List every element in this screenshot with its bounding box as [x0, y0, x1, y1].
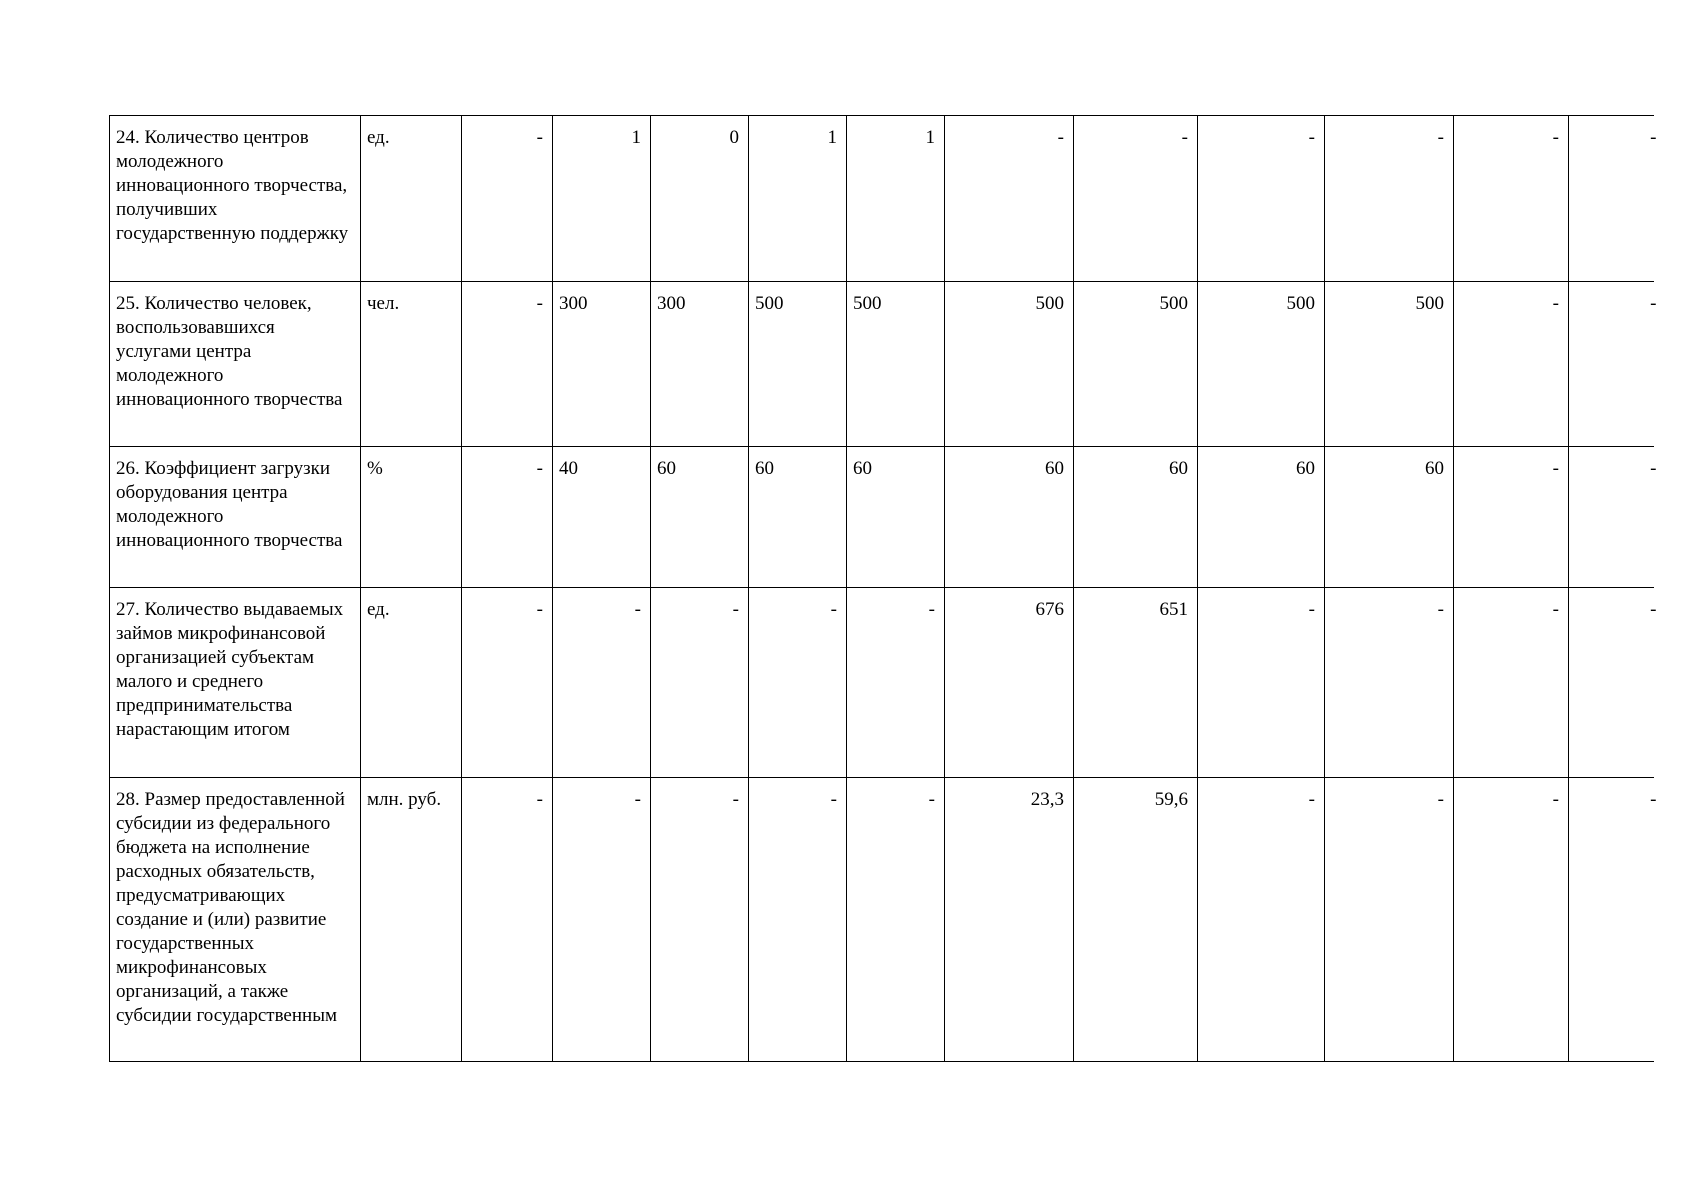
value-cell: - [1454, 447, 1569, 588]
unit-cell: % [361, 447, 462, 588]
value-cell: - [1454, 588, 1569, 778]
value-cell: - [462, 588, 553, 778]
value-cell: 59,6 [1074, 778, 1198, 1062]
unit-cell: ед. [361, 116, 462, 282]
table-row [110, 778, 1654, 1062]
value-cell: - [1325, 116, 1454, 282]
value-cell: 300 [651, 282, 749, 447]
value-text: - [1650, 127, 1657, 148]
value-cell: - [553, 588, 651, 778]
value-cell: 300 [553, 282, 651, 447]
value-cell [1569, 778, 1657, 1062]
value-text: - [1650, 458, 1657, 479]
value-cell: - [1198, 588, 1325, 778]
value-cell: - [1325, 778, 1454, 1062]
value-cell: 1 [749, 116, 847, 282]
value-cell: 60 [847, 447, 945, 588]
value-cell: 0 [651, 116, 749, 282]
indicator-name-cell [110, 447, 361, 588]
value-cell: - [1454, 282, 1569, 447]
table-row [110, 116, 1654, 282]
unit-cell: млн. руб. [361, 778, 462, 1062]
value-cell: - [1454, 778, 1569, 1062]
value-cell: - [945, 116, 1074, 282]
value-text: - [1650, 789, 1657, 810]
value-cell: - [749, 778, 847, 1062]
value-cell: - [462, 116, 553, 282]
value-cell: - [462, 447, 553, 588]
value-cell: 500 [1198, 282, 1325, 447]
value-cell: 500 [749, 282, 847, 447]
table-row [110, 447, 1654, 588]
indicators-table [109, 115, 1657, 1062]
value-cell: 23,3 [945, 778, 1074, 1062]
value-cell: - [1198, 116, 1325, 282]
value-cell: - [1074, 116, 1198, 282]
value-cell: - [847, 588, 945, 778]
value-cell: 40 [553, 447, 651, 588]
indicator-name-cell [110, 282, 361, 447]
value-cell: - [651, 778, 749, 1062]
unit-cell: ед. [361, 588, 462, 778]
indicator-name: 25. Количество человек, воспользовавшихся услугами центра молодежного инновационного творчества [116, 293, 343, 410]
value-cell: 500 [847, 282, 945, 447]
indicator-name: 28. Размер предоставленной субсидии из федерального бюджета на исполнение расходных обязательств, предусматривающих создание и (или) развитие государственных микрофинансовых организаций, а также субсидии государственным [116, 789, 345, 1026]
indicator-name: 24. Количество центров молодежного инновационного творчества, получивших государственную поддержку [116, 127, 349, 244]
value-cell: 60 [1198, 447, 1325, 588]
value-cell: - [462, 778, 553, 1062]
value-cell [1569, 282, 1657, 447]
value-cell [1569, 447, 1657, 588]
indicator-name-cell [110, 778, 361, 1062]
value-cell: - [1198, 778, 1325, 1062]
value-cell: 651 [1074, 588, 1198, 778]
value-cell: 60 [1325, 447, 1454, 588]
value-text: - [1650, 599, 1657, 620]
value-cell: 500 [945, 282, 1074, 447]
value-cell: - [553, 778, 651, 1062]
table-body [110, 116, 1657, 1062]
value-cell: 1 [553, 116, 651, 282]
table-row [110, 282, 1654, 447]
value-cell: - [462, 282, 553, 447]
unit-cell: чел. [361, 282, 462, 447]
value-cell: 676 [945, 588, 1074, 778]
table-row [110, 588, 1654, 778]
value-cell: 500 [1074, 282, 1198, 447]
indicator-name-cell [110, 116, 361, 282]
indicator-name: 27. Количество выдаваемых займов микрофинансовой организацией субъектам малого и среднего предпринимательства нарастающим итогом [116, 599, 344, 740]
value-cell: 60 [1074, 447, 1198, 588]
value-cell: - [749, 588, 847, 778]
value-cell: - [847, 778, 945, 1062]
value-cell: 1 [847, 116, 945, 282]
value-cell: 500 [1325, 282, 1454, 447]
value-cell: 60 [651, 447, 749, 588]
indicator-name-cell [110, 588, 361, 778]
value-cell: - [651, 588, 749, 778]
value-text: - [1650, 293, 1657, 314]
value-cell: 60 [749, 447, 847, 588]
value-cell: - [1325, 588, 1454, 778]
value-cell [1569, 588, 1657, 778]
value-cell: 60 [945, 447, 1074, 588]
value-cell [1569, 116, 1657, 282]
indicator-name: 26. Коэффициент загрузки оборудования центра молодежного инновационного творчества [116, 458, 343, 551]
value-cell: - [1454, 116, 1569, 282]
